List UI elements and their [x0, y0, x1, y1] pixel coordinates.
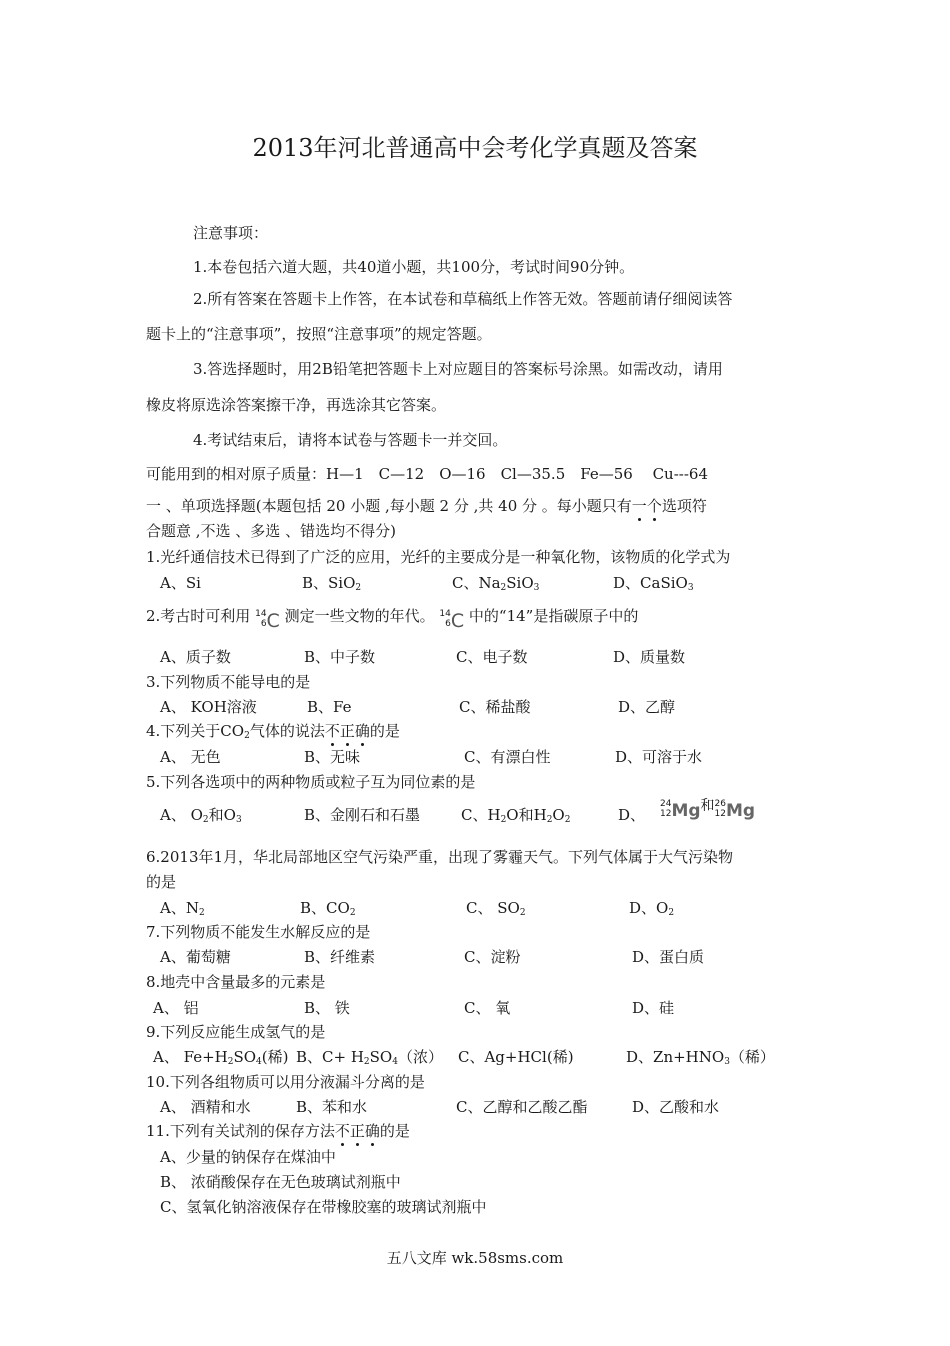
q11-option-a: A、少量的钠保存在煤油中	[160, 1148, 336, 1166]
q2-stem: 2.考古时可利用 14 6C 测定一些文物的年代。 14 6C 中的“14”是指碳原子中的	[146, 607, 639, 632]
q1-option-b: B、SiO$_2$	[302, 574, 362, 593]
q9-option-c: C、Ag+HCl(稀)	[458, 1048, 574, 1066]
q11-option-b: B、 浓硝酸保存在无色玻璃试剂瓶中	[160, 1173, 401, 1191]
q10-option-c: C、乙醇和乙酸乙酯	[456, 1098, 588, 1116]
q1-option-a: A、Si	[160, 574, 201, 592]
q2-option-b: B、中子数	[304, 648, 376, 666]
magnesium-24-nuclide: 24 12Mg	[660, 799, 701, 821]
q9-option-a: A、 $Fe+H_2SO_4$(稀)	[153, 1048, 289, 1067]
notice-item-1: 1.本卷包括六道大题，共40道小题，共100分，考试时间90分钟。	[193, 258, 635, 276]
notice-item-3b: 橡皮将原选涂答案擦干净，再选涂其它答案。	[146, 396, 447, 414]
q8-option-a: A、 铝	[153, 999, 199, 1017]
notice-item-4: 4.考试结束后，请将本试卷与答题卡一并交回。	[193, 431, 508, 449]
q6-option-c: C、 $SO_2$	[466, 899, 526, 918]
q5-option-b: B、金刚石和石墨	[304, 806, 421, 824]
q7-option-d: D、蛋白质	[632, 948, 705, 966]
q6-option-d: D、$O_2$	[629, 899, 675, 918]
q10-option-d: D、乙酸和水	[632, 1098, 720, 1116]
section-1-heading: 一 、单项选择题(本题包括 20 小题 ,每小题 2 分 ,共 40 分 。每小题只有一个选项符	[146, 497, 707, 515]
q3-option-a: A、 KOH溶液	[160, 698, 257, 716]
q4-option-c: C、有漂白性	[464, 748, 551, 766]
q3-stem: 3.下列物质不能导电的是	[146, 673, 311, 691]
q5-option-d: 24 12Mg和26 12Mg	[660, 798, 756, 821]
q2-option-c: C、电子数	[456, 648, 528, 666]
q2-option-a: A、质子数	[160, 648, 231, 666]
page-footer: 五八文库 wk.58sms.com	[386, 1249, 564, 1267]
q3-option-c: C、稀盐酸	[459, 698, 531, 716]
q1-stem: 1.光纤通信技术已得到了广泛的应用，光纤的主要成分是一种氧化物，该物质的化学式为	[146, 548, 731, 566]
q3-option-b: B、Fe	[307, 698, 352, 716]
q8-option-c: C、 氧	[464, 999, 511, 1017]
q6-stem-line2: 的是	[146, 873, 177, 891]
q4-option-b: B、无味	[304, 748, 361, 766]
magnesium-26-nuclide: 26 12Mg	[714, 799, 756, 821]
q6-option-a: A、$N_2$	[160, 899, 205, 918]
q4-option-d: D、可溶于水	[615, 748, 703, 766]
notice-heading: 注意事项：	[193, 224, 269, 242]
q10-option-b: B、苯和水	[296, 1098, 368, 1116]
q8-stem: 8.地壳中含量最多的元素是	[146, 973, 326, 991]
q10-option-a: A、 酒精和水	[160, 1098, 251, 1116]
q2-option-d: D、质量数	[613, 648, 686, 666]
q9-option-d: D、$Zn+HNO_3$（稀）	[626, 1048, 775, 1067]
q10-stem: 10.下列各组物质可以用分液漏斗分离的是	[146, 1073, 425, 1091]
q7-option-a: A、葡萄糖	[160, 948, 231, 966]
q11-stem: 11.下列有关试剂的保存方法不正确的是	[146, 1122, 410, 1140]
carbon-14-nuclide: 14 6C	[255, 609, 280, 632]
q6-option-b: B、$CO_2$	[300, 899, 356, 918]
notice-item-2a: 2.所有答案在答题卡上作答，在本试卷和草稿纸上作答无效。答题前请仔细阅读答	[193, 290, 733, 308]
notice-item-2b: 题卡上的“注意事项”，按照“注意事项”的规定答题。	[146, 325, 492, 343]
q4-option-a: A、 无色	[160, 748, 221, 766]
q5-option-d-label: D、	[618, 806, 646, 824]
notice-item-3a: 3.答选择题时，用2B铅笔把答题卡上对应题目的答案标号涂黑。如需改动，请用	[193, 360, 723, 378]
section-1-instructions: 合题意 ,不选 、多选 、错选均不得分)	[146, 522, 396, 540]
q7-option-b: B、纤维素	[304, 948, 376, 966]
q9-option-b: B、$C+ H_2SO_4$（浓）	[296, 1048, 443, 1067]
carbon-14-nuclide-2: 14 6C	[439, 609, 465, 632]
q6-stem-line1: 6.2013年1月，华北局部地区空气污染严重，出现了雾霾天气。下列气体属于大气污染物	[146, 848, 734, 866]
q7-option-c: C、淀粉	[464, 948, 521, 966]
q5-option-a: A、 $O_2$和$O_3$	[160, 806, 242, 825]
q5-option-c: C、$H_2O$和$H_2O_2$	[461, 806, 571, 825]
q3-option-d: D、乙醇	[618, 698, 676, 716]
q4-stem: 4.下列关于$CO_2$气体的说法不正确的是	[146, 722, 400, 741]
q5-stem: 5.下列各选项中的两种物质或粒子互为同位素的是	[146, 773, 476, 791]
q9-stem: 9.下列反应能生成氢气的是	[146, 1023, 326, 1041]
q8-option-d: D、硅	[632, 999, 675, 1017]
q1-option-d: D、CaSiO$_3$	[613, 574, 694, 593]
q7-stem: 7.下列物质不能发生水解反应的是	[146, 923, 371, 941]
atomic-masses: 可能用到的相对原子质量：H—1 C—12 O—16 Cl—35.5 Fe—56 Cu---64	[146, 465, 708, 483]
q11-option-c: C、氢氧化钠溶液保存在带橡胶塞的玻璃试剂瓶中	[160, 1198, 487, 1216]
q8-option-b: B、 铁	[304, 999, 350, 1017]
page-title: 2013年河北普通高中会考化学真题及答案	[252, 134, 698, 162]
q1-option-c: C、$Na_2SiO_3$	[452, 574, 540, 593]
